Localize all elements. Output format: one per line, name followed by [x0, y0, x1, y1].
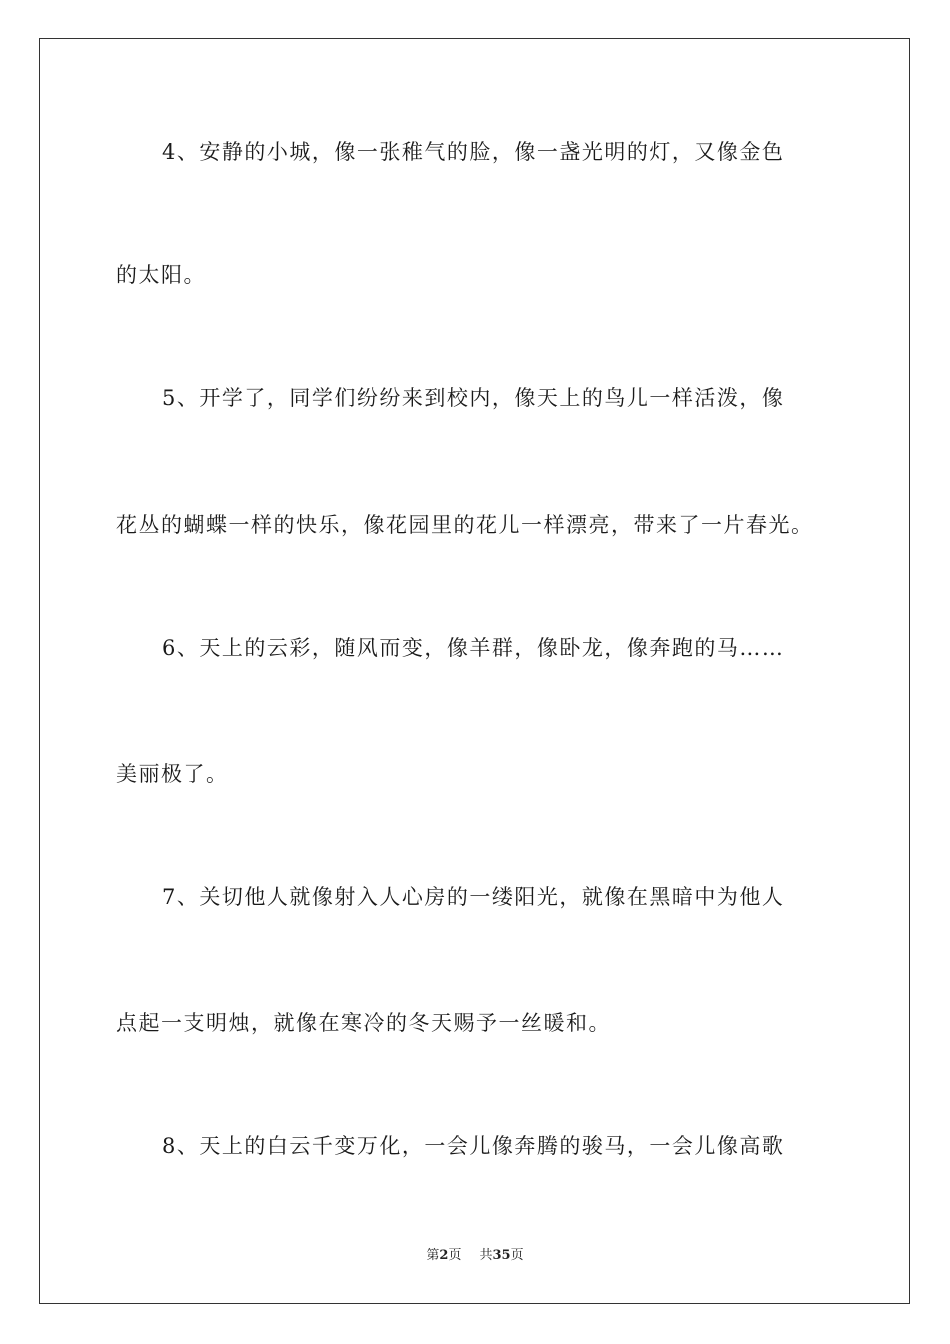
- total-suffix: 页: [510, 1248, 524, 1263]
- page-suffix: 页: [448, 1248, 462, 1263]
- paragraph-7-line-1: 7、关切他人就像射入人心房的一缕阳光，就像在黑暗中为他人: [162, 885, 785, 909]
- paragraph-4-line-1: 4、安静的小城，像一张稚气的脸，像一盏光明的灯，又像金色: [162, 140, 785, 164]
- page-prefix: 第: [426, 1248, 440, 1263]
- paragraph-5-line-1: 5、开学了，同学们纷纷来到校内，像天上的鸟儿一样活泼，像: [162, 386, 785, 410]
- paragraph-7-line-2: 点起一支明烛，就像在寒冷的冬天赐予一丝暖和。: [116, 1011, 611, 1035]
- paragraph-5-line-2: 花丛的蝴蝶一样的快乐，像花园里的花儿一样漂亮，带来了一片春光。: [116, 513, 814, 537]
- page-footer: [0, 1246, 950, 1266]
- paragraph-4-line-2: 的太阳。: [116, 263, 206, 287]
- page-number: 2: [439, 1248, 449, 1263]
- paragraph-8-line-1: 8、天上的白云千变万化，一会儿像奔腾的骏马，一会儿像高歌: [162, 1134, 785, 1158]
- paragraph-6-line-2: 美丽极了。: [116, 762, 229, 786]
- total-pages: 35: [492, 1248, 511, 1263]
- paragraph-6-line-1: 6、天上的云彩，随风而变，像羊群，像卧龙，像奔跑的马……: [162, 636, 785, 660]
- page-frame: [39, 38, 910, 1304]
- total-prefix: 共: [479, 1248, 493, 1263]
